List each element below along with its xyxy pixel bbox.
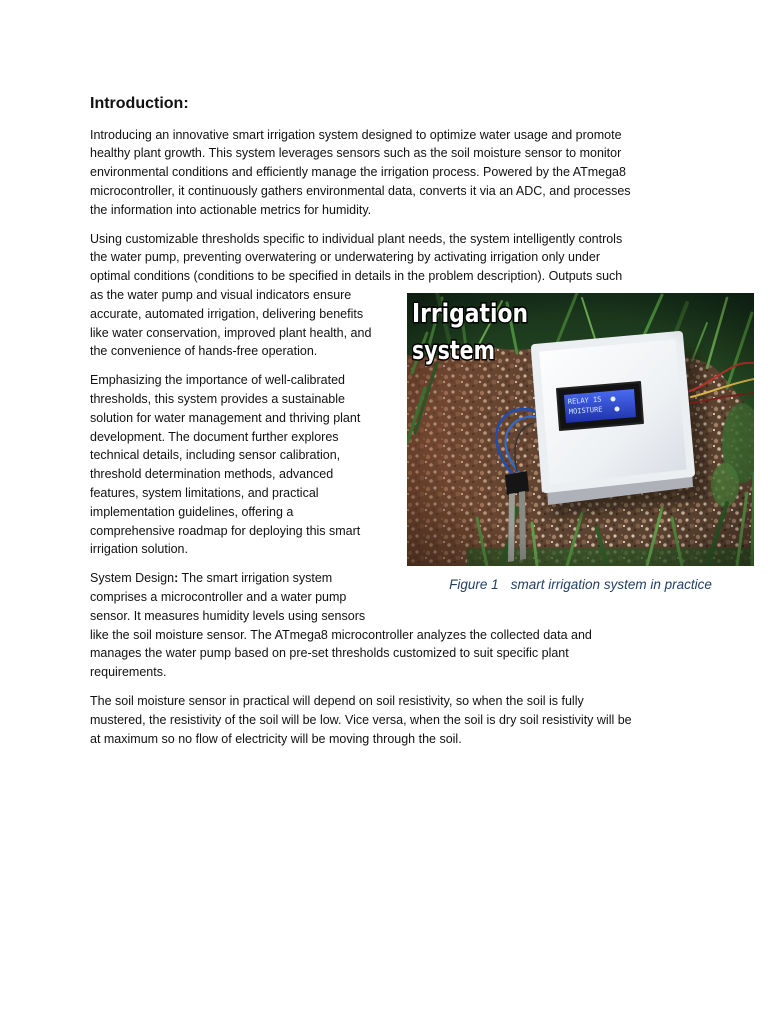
paragraph-line: the information into actionable metrics for humidity. — [90, 202, 372, 217]
paragraph-line: The soil moisture sensor in practical will depend on soil resistivity, so when the soil is fully — [90, 693, 584, 708]
paragraph-line: sensor. It measures humidity levels using sensors — [90, 608, 366, 623]
paragraph-line: implementation guidelines, offering a — [90, 504, 294, 519]
paragraph-line: as the water pump and visual indicators ensure — [90, 287, 352, 302]
overlay-title-line-2: system — [412, 336, 495, 366]
paragraph-line: irrigation solution. — [90, 542, 188, 557]
paragraph-line: thresholds, this system provides a sustainable — [90, 391, 345, 406]
paragraph-line: microcontroller, it continuously gathers environmental data, converts it via an ADC, and processes — [90, 183, 631, 198]
paragraph-line: requirements. — [90, 665, 167, 680]
paragraph-line: optimal conditions (conditions to be specified in details in the problem description). Outputs such — [90, 269, 623, 284]
paragraph-intro — [90, 126, 730, 220]
paragraph-line: threshold determination methods, advanced — [90, 467, 334, 482]
caption-label: Figure 1 — [449, 577, 499, 592]
paragraph-line: solution for water management and thriving plant — [90, 410, 361, 425]
paragraph-line-text: The smart irrigation system — [178, 571, 333, 586]
figure-photo — [407, 293, 754, 566]
caption-text: smart irrigation system in practice — [510, 577, 712, 592]
paragraph-line: at maximum so no flow of electricity will be moving through the soil. — [90, 731, 462, 746]
paragraph-line: healthy plant growth. This system leverages sensors such as the soil moisture sensor to monitor — [90, 146, 622, 161]
figure-caption — [407, 576, 754, 594]
paragraph-line: mustered, the resistivity of the soil will be low. Vice versa, when the soil is dry soil resistivity will be — [90, 712, 632, 727]
paragraph-line: environmental conditions and efficiently manage the irrigation process. Powered by the ATmega8 — [90, 165, 626, 180]
section-heading: Introduction: — [90, 95, 189, 112]
paragraph-line: Emphasizing the importance of well-calibrated — [90, 373, 345, 388]
paragraph-line: like the soil moisture sensor. The ATmega8 microcontroller analyzes the collected data and — [90, 627, 592, 642]
photo-vignette — [407, 293, 754, 566]
paragraph-line: comprehensive roadmap for deploying this smart — [90, 523, 361, 538]
paragraph-line: comprises a microcontroller and a water pump — [90, 589, 347, 604]
paragraph-line: Introducing an innovative smart irrigation system designed to optimize water usage and promote — [90, 127, 622, 142]
paragraph-line: accurate, automated irrigation, delivering benefits — [90, 306, 364, 321]
paragraph-line: technical details, including sensor calibration, — [90, 448, 341, 463]
system-design-colon: : — [174, 571, 179, 586]
paragraph-line: the water pump, preventing overwatering or underwatering by activating irrigation only under — [90, 250, 601, 265]
paragraph-line: features, system limitations, and practical — [90, 485, 319, 500]
overlay-title-line-1: Irrigation — [412, 299, 528, 329]
paragraph-line: manages the water pump based on pre-set thresholds customized to suit specific plant — [90, 646, 569, 661]
paragraph-soil-resistivity — [90, 692, 730, 748]
paragraph-line: development. The document further explores — [90, 429, 339, 444]
paragraph-line: the convenience of hands-free operation. — [90, 344, 318, 359]
system-design-lead: System Design — [90, 571, 175, 586]
irrigation-photo — [407, 293, 754, 566]
paragraph-line: like water conservation, improved plant health, and — [90, 325, 372, 340]
paragraph-line: Using customizable thresholds specific to individual plant needs, the system intelligently controls — [90, 231, 623, 246]
